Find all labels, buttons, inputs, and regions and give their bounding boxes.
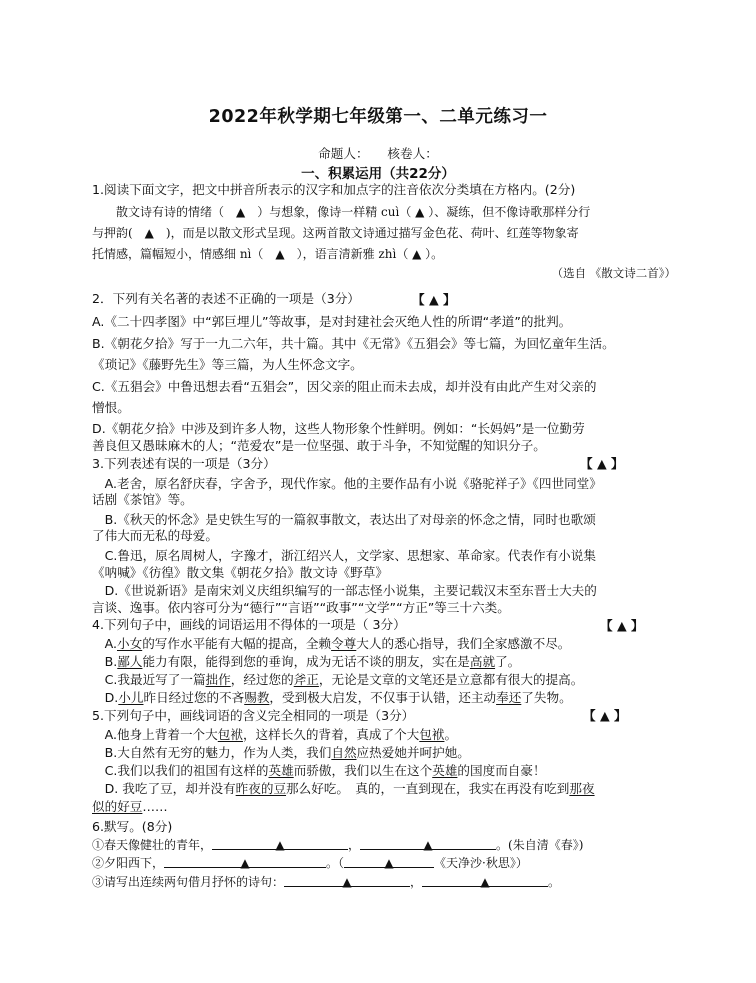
text: 昨日经过您的不吝 [143,690,245,705]
text: ，无论是文章的文笔还是立意都有很大的提高。 [318,672,584,687]
q2-answer-mark: 【 ▲ 】 [412,292,456,307]
text: A. [92,636,117,651]
q3-option: D.《世说新语》是南宋刘义庆组织编写的一部志怪小说集，主要记载汉末至东晋士大夫的 [92,583,597,598]
q3-option: 《呐喊》《彷徨》散文集《朝花夕拾》散文诗《野草》 [92,565,388,580]
q3-option: 了伟大而无私的母爱。 [92,528,218,543]
underlined-word: 自然 [331,745,357,760]
text: ②夕阳西下， [92,856,165,870]
text: 了失物。 [521,690,572,705]
text: C.我最近写了一篇 [92,672,206,687]
page-title: 2022年秋学期七年级第一、二单元练习一 [208,107,548,127]
text: C.我们以我们的祖国有这样的 [92,763,269,778]
text: ，受到极大启发，不仅事于认错，还主动 [269,690,497,705]
answer-blank[interactable]: ▲ [360,836,496,850]
q5-option-b [92,744,470,762]
q1-passage-line: 散文诗有诗的情绪（ ▲ ）与想象，像诗一样精 cuì（ ▲ ）、凝练，但不像诗歌那样分行 [92,205,591,219]
underlined-word: 小儿 [118,690,144,705]
underlined-word: 昨夜的豆 [235,781,287,796]
q2-option: D.《朝花夕拾》中涉及到许多人物，这些人物形象个性鲜明。例如：“长妈妈”是一位勤劳 [92,421,585,436]
text: A.他身上背着一个大 [92,727,218,742]
text: ①春天像健壮的青年， [92,838,213,852]
authors-line: 命题人： 核卷人： [318,146,438,161]
q4-option-c [92,671,583,689]
text: 的写作水平能有大幅的提高，全赖 [142,636,332,651]
text: 而骄傲，我们以生在这个 [293,763,433,778]
q6-stem: 6.默写。(8分) [92,819,173,834]
q2-option: B.《朝花夕拾》写于一九二六年，共十篇。其中《无常》《五猖会》等七篇，为回忆童年生活。 [92,336,615,351]
q1-stem: 1.阅读下面文字，把文中拼音所表示的汉字和加点字的注音依次分类填在方格内。(2分) [92,182,576,197]
underlined-word: 似的好豆 [92,799,143,814]
q1-source: （选自 《散文诗二首》） [551,266,676,280]
q5-option-d-cont [92,798,168,816]
text: 《天净沙·秋思》） [434,856,528,870]
underlined-word: 英雄 [268,763,294,778]
q3-answer-mark: 【 ▲ 】 [580,456,624,471]
text: 那么好吃。 真的，一直到现在，我实在再没有吃到 [286,781,570,796]
answer-blank[interactable]: ▲ [164,854,326,868]
q4-answer-mark: 【 ▲ 】 [600,618,644,633]
q4-stem: 4.下列句子中，画线的词语运用不得体的一项是（ 3分） [92,617,406,632]
q2-stem: 2．下列有关名著的表述不正确的一项是（3分） [92,291,360,306]
text: 。 [548,875,561,889]
q6-line-3 [92,873,560,891]
q6-line-1 [92,836,583,854]
text: 应热爱她并呵护她。 [356,745,470,760]
underlined-word: 那夜 [569,781,595,796]
q5-option-a [92,726,457,744]
q3-option: 言谈、逸事。依内容可分为“德行”“言语”“政事”“文学”“方正”等三十六类。 [92,600,510,615]
text: 能力有限，能得到您的垂询，成为无话不谈的朋友，实在是 [142,654,470,669]
text: 。 [444,727,458,742]
answer-blank[interactable]: ▲ [284,873,410,887]
underlined-word: 高就 [469,654,496,669]
underlined-word: 奉还 [496,690,522,705]
section-heading: 一、积累运用（共22分） [301,166,455,182]
text: 大人的悉心指导，我们全家感激不尽。 [356,636,571,651]
q5-answer-mark: 【 ▲ 】 [583,708,627,723]
text: B. [92,654,118,669]
text: ，这样长久的背着，真成了个大 [242,727,420,742]
text: D. [92,690,119,705]
q2-option: A.《二十四孝图》中“郭巨埋儿”等故事，是对封建社会灭绝人性的所谓“孝道”的批判。 [92,314,572,329]
text: D. 我吃了豆，却并没有 [92,781,236,796]
underlined-word: 令尊 [331,636,357,651]
underlined-word: 斧正 [293,672,319,687]
q2-option: 憎恨。 [92,400,130,415]
text: ③请写出连续两句借月抒怀的诗句： [92,875,285,889]
text: B.大自然有无穷的魅力，作为人类，我们 [92,745,332,760]
q2-option: 《琐记》《藤野先生》等三篇，为人生怀念文字。 [92,357,363,372]
underlined-word: 包袱 [419,727,445,742]
answer-blank[interactable]: ▲ [422,873,548,887]
q3-option: A.老舍，原名舒庆春，字舍予，现代作家。他的主要作品有小说《骆驼祥子》《四世同堂》 [92,476,602,491]
text: ， [410,875,423,889]
q2-option: 善良但又愚昧麻木的人；“范爱农”是一位坚强、敢于斗争，不知觉醒的知识分子。 [92,438,546,453]
q4-option-d [92,689,572,707]
q3-stem: 3.下列表述有误的一项是（3分） [92,456,276,471]
text: ，经过您的 [230,672,294,687]
text: 了。 [495,654,521,669]
q5-stem: 5.下列句子中，画线词语的含义完全相同的一项是（3分） [92,708,415,723]
q4-option-b [92,653,520,671]
q1-passage-line: 与押韵( ▲ )，而是以散文形式呈现。这两首散文诗通过描写金色花、荷叶、红莲等物象寄 [92,226,579,240]
underlined-word: 拙作 [205,672,231,687]
underlined-word: 鄙人 [117,654,143,669]
underlined-word: 包袱 [217,727,243,742]
q3-option: 话剧《茶馆》等。 [92,492,193,507]
q2-option: C.《五猖会》中鲁迅想去看“五猖会”，因父亲的阻止而未去成，却并没有由此产生对父亲的 [92,379,597,394]
q6-line-2 [92,854,528,872]
answer-blank[interactable]: ▲ [344,854,434,868]
underlined-word: 英雄 [432,763,458,778]
q4-option-a [92,635,570,653]
underlined-word: 赐教 [244,690,270,705]
answer-blank[interactable]: ▲ [212,836,348,850]
text: …… [142,799,168,814]
text: ， [348,838,361,852]
text: 。（ [326,856,345,870]
q3-option: C.鲁迅，原名周树人，字豫才，浙江绍兴人，文学家、思想家、革命家。代表作有小说集 [92,548,596,563]
underlined-word: 小女 [117,636,143,651]
q5-option-c [92,762,546,780]
q3-option: B.《秋天的怀念》是史铁生写的一篇叙事散文，表达出了对母亲的怀念之情，同时也歌颂 [92,512,596,527]
q5-option-d [92,780,595,798]
text: 。(朱自清《春》) [496,838,584,852]
q1-passage-line: 托情感，篇幅短小，情感细 nì（ ▲ ），语言清新雅 zhì（ ▲ ）。 [92,247,444,261]
text: 的国度而自豪！ [457,763,546,778]
